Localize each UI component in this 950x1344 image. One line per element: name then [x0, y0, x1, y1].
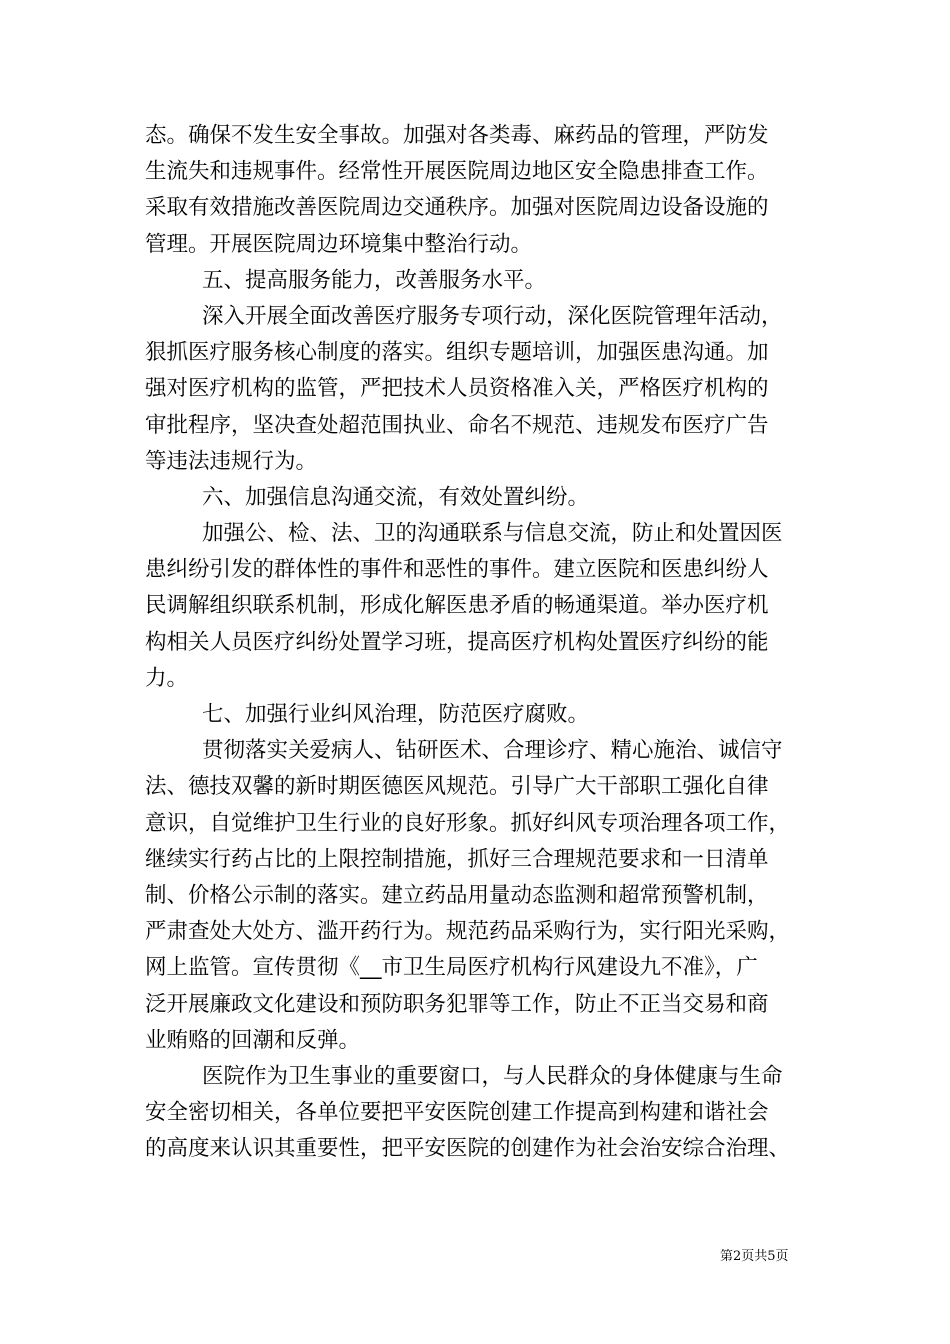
- paragraph-first-line: 加强公、检、法、卫的沟通联系与信息交流，防止和处置因医: [202, 521, 783, 547]
- text-line: 泛开展廉政文化建设和预防职务犯罪等工作，防止不正当交易和商: [145, 991, 769, 1017]
- text-line: 等违法违规行为。: [145, 448, 318, 474]
- document-body: [145, 118, 825, 1167]
- text-line: 生流失和违规事件。经常性开展医院周边地区安全隐患排查工作。: [145, 159, 769, 185]
- paragraph-first-line: 六、加强信息沟通交流，有效处置纠纷。: [202, 484, 590, 510]
- text-line: 制、价格公示制的落实。建立药品用量动态监测和超常预警机制，: [145, 882, 769, 908]
- text-line: 态。确保不发生安全事故。加强对各类毒、麻药品的管理，严防发: [145, 123, 769, 148]
- page-number-footer: 第2页共5页: [720, 1249, 789, 1264]
- text-line: 继续实行药占比的上限控制措施，抓好三合理规范要求和一日清单: [145, 846, 769, 872]
- text-line: 狠抓医疗服务核心制度的落实。组织专题培训，加强医患沟通。加: [145, 340, 769, 366]
- text-line: 业贿赂的回潮和反弹。: [145, 1027, 361, 1053]
- text-line: 民调解组织联系机制，形成化解医患矛盾的畅通渠道。举办医疗机: [145, 593, 769, 619]
- text-line: 力。: [145, 665, 189, 691]
- text-line: 审批程序，坚决查处超范围执业、命名不规范、违规发布医疗广告: [145, 412, 769, 438]
- paragraph-first-line: 五、提高服务能力，改善服务水平。: [202, 267, 547, 293]
- text-line: 的高度来认识其重要性，把平安医院的创建作为社会治安综合治理、: [145, 1136, 791, 1162]
- paragraph-first-line: 七、加强行业纠风治理，防范医疗腐败。: [202, 702, 590, 727]
- text-line: 法、德技双馨的新时期医德医风规范。引导广大干部职工强化自律: [145, 774, 769, 800]
- text-line: 强对医疗机构的监管，严把技术人员资格准入关，严格医疗机构的: [145, 376, 769, 402]
- text-line: 患纠纷引发的群体性的事件和恶性的事件。建立医院和医患纠纷人: [145, 557, 769, 583]
- text-line: 严肃查处大处方、滥开药行为。规范药品采购行为，实行阳光采购，: [145, 919, 791, 945]
- paragraph-first-line: 深入开展全面改善医疗服务专项行动，深化医院管理年活动，: [202, 303, 783, 329]
- paragraph-first-line: 医院作为卫生事业的重要窗口，与人民群众的身体健康与生命: [202, 1063, 783, 1089]
- text-line: 网上监管。宣传贯彻《__市卫生局医疗机构行风建设九不准》，广: [145, 955, 758, 981]
- text-line: 意识，自觉维护卫生行业的良好形象。抓好纠风专项治理各项工作，: [145, 810, 791, 836]
- text-line: 采取有效措施改善医院周边交通秩序。加强对医院周边设备设施的: [145, 195, 769, 221]
- paragraph-first-line: 贯彻落实关爱病人、钻研医术、合理诊疗、精心施治、诚信守: [202, 738, 783, 764]
- text-line: 构相关人员医疗纠纷处置学习班，提高医疗机构处置医疗纠纷的能: [145, 629, 769, 655]
- text-line: 安全密切相关，各单位要把平安医院创建工作提高到构建和谐社会: [145, 1100, 769, 1126]
- text-line: 管理。开展医院周边环境集中整治行动。: [145, 231, 533, 257]
